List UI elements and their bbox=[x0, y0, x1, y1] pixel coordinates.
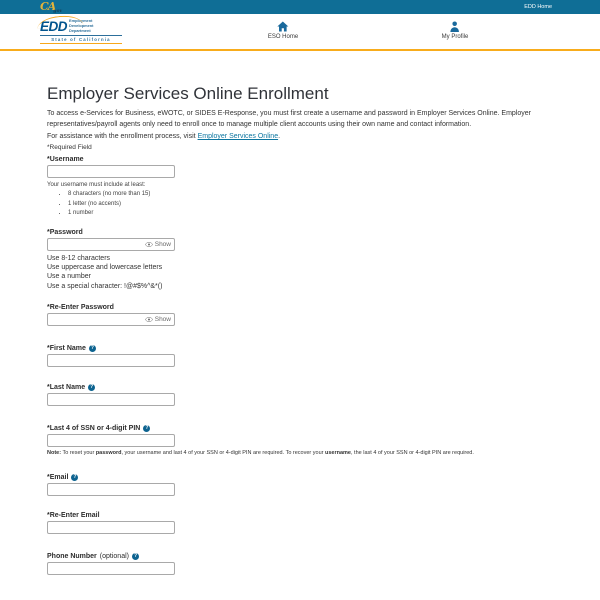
eye-icon bbox=[145, 242, 153, 247]
first-name-input[interactable] bbox=[47, 354, 175, 367]
first-name-label: *First Name ? bbox=[47, 344, 94, 352]
help-icon[interactable]: ? bbox=[90, 344, 94, 351]
username-hint-item: • 1 letter (no accents) bbox=[68, 201, 553, 207]
last-name-input[interactable] bbox=[47, 393, 175, 406]
ca-gov-logo-suffix: gov bbox=[53, 8, 63, 14]
password-input[interactable] bbox=[48, 239, 145, 250]
ssn-pin-input[interactable] bbox=[47, 434, 175, 447]
password-label: *Password bbox=[47, 229, 83, 236]
reenter-email-field-group bbox=[47, 512, 553, 534]
nav-my-profile-label: My Profile bbox=[441, 34, 469, 40]
phone-field-group bbox=[47, 553, 553, 575]
username-hint-list bbox=[47, 191, 553, 216]
profile-icon bbox=[442, 21, 469, 32]
phone-label: Phone Number (optional) ? bbox=[47, 553, 138, 561]
assistance-text-prefix: For assistance with the enrollment process, visit bbox=[47, 133, 198, 140]
password-show-label: Show bbox=[154, 241, 171, 248]
password-hint-line: Use 8-12 characters bbox=[47, 255, 111, 262]
reenter-password-label: *Re-Enter Password bbox=[47, 303, 114, 311]
email-field-group bbox=[47, 474, 553, 496]
username-hint-item: • 1 number bbox=[68, 210, 553, 216]
reenter-password-input-shell bbox=[47, 313, 175, 326]
first-name-field-group bbox=[47, 345, 553, 367]
reenter-email-label: *Re-Enter Email bbox=[47, 512, 100, 520]
reenter-password-field-group bbox=[47, 304, 553, 326]
username-hint-title: Your username must include at least: bbox=[47, 182, 146, 188]
ssn-pin-label: *Last 4 of SSN or 4-digit PIN ? bbox=[47, 424, 149, 432]
password-hint-line: Use a special character: !@#$%^&*() bbox=[47, 282, 163, 290]
reenter-email-input[interactable] bbox=[47, 521, 175, 534]
intro-paragraph: To access e-Services for Business, eWOTC, or SIDES E-Response, you must first create a username and password in Employer Services Online. Employer representatives/payroll agents only need to enroll once to manage multiple client accounts using their own name and contact information. bbox=[47, 110, 531, 128]
password-hints bbox=[47, 254, 553, 291]
email-label: *Email ? bbox=[47, 474, 77, 482]
edd-logo-acronym: EDD bbox=[40, 19, 68, 35]
main-content bbox=[0, 84, 600, 575]
required-field-note: *Required Field bbox=[47, 144, 92, 151]
password-hint-line: Use a number bbox=[47, 273, 91, 281]
nav-my-profile[interactable] bbox=[442, 21, 469, 40]
employer-services-online-link[interactable]: Employer Services Online bbox=[197, 133, 279, 140]
username-hint-item: • 8 characters (no more than 15) bbox=[68, 191, 553, 197]
username-field-group bbox=[47, 156, 553, 216]
edd-logo-tagline: State of California bbox=[40, 35, 122, 45]
ssn-pin-note: Note: To reset your password, your username and last 4 of your SSN or 4-digit PIN are required. To recover your username, the last 4 of your SSN or 4-digit PIN are required. bbox=[47, 449, 474, 456]
password-field-group bbox=[47, 229, 553, 291]
edd-logo[interactable] bbox=[40, 18, 122, 44]
help-icon[interactable]: ? bbox=[90, 383, 94, 390]
help-icon[interactable]: ? bbox=[73, 474, 77, 481]
reenter-password-input[interactable] bbox=[48, 314, 145, 325]
ca-gov-logo-text: CA bbox=[40, 0, 56, 13]
email-input[interactable] bbox=[47, 483, 175, 496]
ssn-pin-field-group bbox=[47, 425, 553, 457]
utility-bar bbox=[0, 0, 600, 14]
last-name-field-group bbox=[47, 384, 553, 406]
password-show-button[interactable] bbox=[145, 241, 174, 248]
username-label: *Username bbox=[47, 156, 84, 163]
nav-eso-home[interactable] bbox=[268, 21, 298, 40]
reenter-password-show-label: Show bbox=[154, 315, 171, 323]
assistance-line bbox=[47, 133, 553, 140]
phone-input[interactable] bbox=[47, 562, 175, 575]
edd-home-link[interactable]: EDD Home bbox=[524, 4, 552, 10]
main-header bbox=[0, 14, 600, 51]
assistance-text-suffix: . bbox=[278, 133, 281, 140]
edd-logo-lines: Employment Development Department bbox=[69, 18, 94, 34]
eye-icon bbox=[145, 317, 153, 322]
page-title: Employer Services Online Enrollment bbox=[47, 84, 329, 103]
nav-eso-home-label: ESO Home bbox=[267, 34, 299, 40]
help-icon[interactable]: ? bbox=[133, 553, 138, 560]
password-input-shell bbox=[47, 238, 175, 251]
last-name-label: *Last Name ? bbox=[47, 383, 94, 391]
home-icon bbox=[268, 21, 298, 32]
reenter-password-show-button[interactable] bbox=[145, 316, 174, 323]
password-hint-line: Use uppercase and lowercase letters bbox=[47, 264, 163, 272]
username-input[interactable] bbox=[47, 165, 175, 178]
help-icon[interactable]: ? bbox=[145, 424, 149, 431]
